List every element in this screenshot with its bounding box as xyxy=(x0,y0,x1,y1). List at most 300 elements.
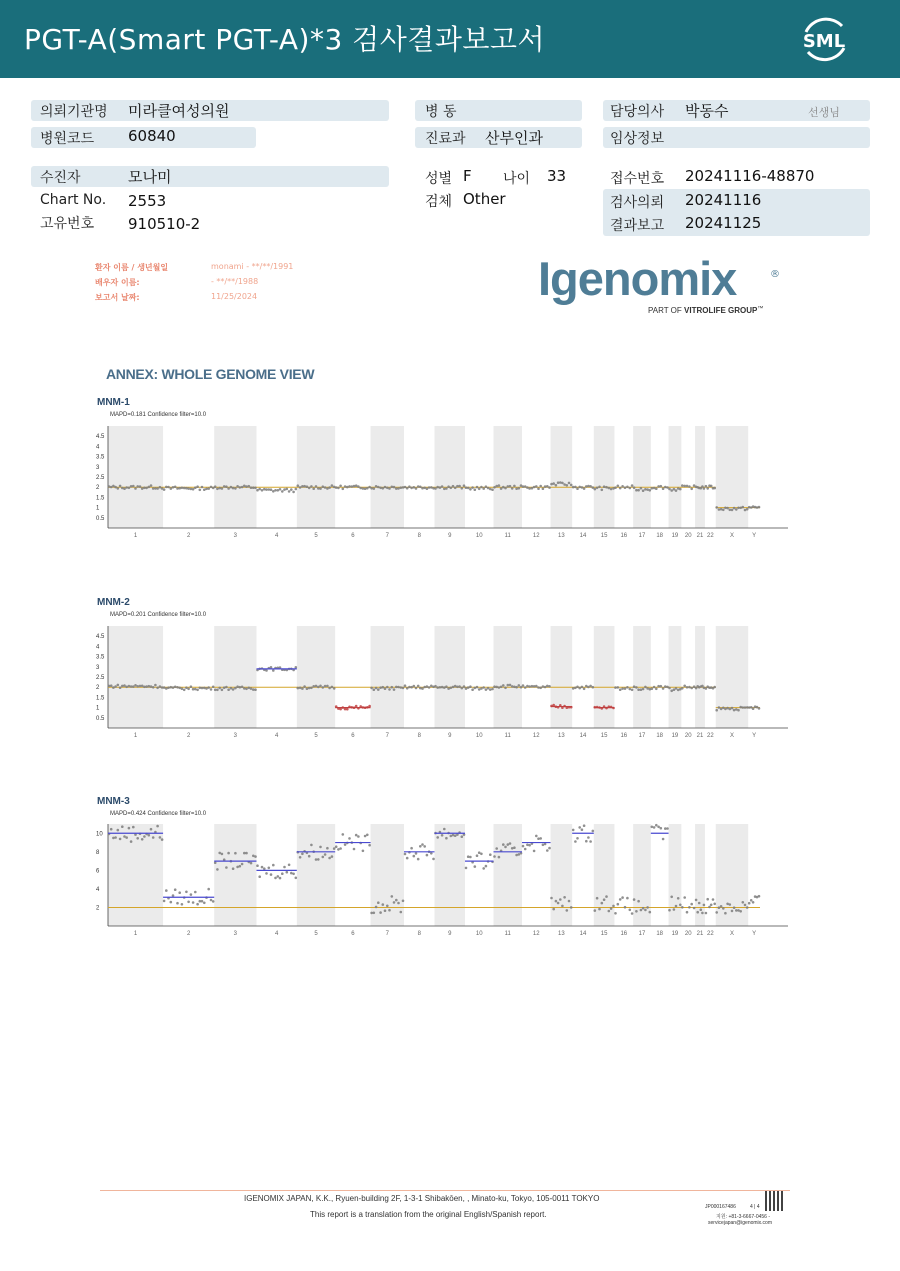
data-point xyxy=(528,844,531,847)
data-point xyxy=(279,877,282,880)
data-point xyxy=(397,686,400,689)
data-point xyxy=(690,687,693,690)
data-point xyxy=(509,842,512,845)
data-point xyxy=(555,484,558,487)
data-point xyxy=(644,909,647,912)
data-point xyxy=(500,487,503,490)
data-point xyxy=(583,824,586,827)
data-point xyxy=(574,840,577,843)
data-point xyxy=(546,485,549,488)
data-point xyxy=(292,873,295,876)
data-point xyxy=(485,688,488,691)
data-point xyxy=(758,506,761,509)
data-point xyxy=(227,487,230,490)
data-point xyxy=(322,686,325,689)
data-point xyxy=(250,687,253,690)
data-point xyxy=(406,487,409,490)
patient-value: 모나미 xyxy=(128,168,172,186)
data-point xyxy=(375,687,378,690)
data-point xyxy=(121,825,124,828)
data-point xyxy=(617,686,620,689)
data-point xyxy=(513,686,516,689)
data-point xyxy=(621,485,624,488)
data-point xyxy=(239,686,242,689)
y-tick-label: 3.5 xyxy=(96,454,105,461)
data-point xyxy=(192,488,195,491)
data-point xyxy=(331,686,334,689)
data-point xyxy=(408,485,411,488)
data-point xyxy=(308,855,311,858)
data-point xyxy=(183,689,186,692)
data-point xyxy=(670,690,673,693)
x-tick-label: 9 xyxy=(448,931,452,937)
data-point xyxy=(277,875,280,878)
data-point xyxy=(570,906,573,909)
data-point xyxy=(357,485,360,488)
data-point xyxy=(452,834,455,837)
data-point xyxy=(357,835,360,838)
data-point xyxy=(172,894,175,897)
data-point xyxy=(143,835,146,838)
data-point xyxy=(402,900,405,903)
data-point xyxy=(574,486,577,489)
data-point xyxy=(152,836,155,839)
data-point xyxy=(651,687,654,690)
data-point xyxy=(128,487,131,490)
data-point xyxy=(454,834,457,837)
y-tick-label: 2 xyxy=(96,485,100,492)
x-tick-label: 10 xyxy=(475,733,483,739)
chr-band xyxy=(493,626,522,728)
data-point xyxy=(121,487,124,490)
data-point xyxy=(637,489,640,492)
data-point xyxy=(346,486,349,489)
data-point xyxy=(715,506,718,509)
doctor-value: 박동수 xyxy=(685,102,729,120)
data-point xyxy=(110,486,113,489)
data-point xyxy=(207,686,210,689)
data-point xyxy=(167,686,170,689)
data-point xyxy=(216,868,219,871)
data-point xyxy=(268,867,271,870)
data-point xyxy=(234,687,237,690)
institution-value: 미라클여성의원 xyxy=(128,102,230,120)
data-point xyxy=(426,487,429,490)
data-point xyxy=(315,685,318,688)
data-point xyxy=(370,687,373,690)
y-tick-label: 2.5 xyxy=(96,475,105,481)
data-point xyxy=(502,843,505,846)
data-point xyxy=(557,481,560,484)
data-point xyxy=(359,487,362,490)
data-point xyxy=(679,904,682,907)
data-point xyxy=(705,485,708,488)
data-point xyxy=(601,902,604,905)
data-point xyxy=(395,899,398,902)
data-point xyxy=(134,487,137,490)
data-point xyxy=(626,897,629,900)
data-point xyxy=(718,906,721,909)
y-tick-label: 0.5 xyxy=(96,715,105,722)
data-point xyxy=(715,709,718,712)
data-point xyxy=(194,688,197,691)
data-point xyxy=(617,485,620,488)
data-point xyxy=(241,863,244,866)
report-title: PGT-A(Smart PGT-A)*3 검사결과보고서 xyxy=(24,23,546,56)
data-point xyxy=(631,912,634,915)
x-tick-label: 7 xyxy=(385,931,389,937)
data-point xyxy=(297,687,300,690)
data-point xyxy=(395,487,398,490)
data-point xyxy=(434,487,437,490)
data-point xyxy=(201,486,204,489)
data-point xyxy=(130,485,133,488)
data-point xyxy=(150,828,153,831)
x-tick-label: 17 xyxy=(638,533,646,539)
data-point xyxy=(203,687,206,690)
data-point xyxy=(655,487,658,490)
data-point xyxy=(373,688,376,691)
data-point xyxy=(621,896,624,899)
data-point xyxy=(722,509,725,512)
report-date-label-en: 보고서 날짜: xyxy=(95,293,140,302)
data-point xyxy=(417,858,420,861)
data-point xyxy=(230,687,233,690)
data-point xyxy=(693,907,696,910)
x-tick-label: 10 xyxy=(475,533,483,539)
data-point xyxy=(657,826,660,829)
data-point xyxy=(441,834,444,837)
data-point xyxy=(218,487,221,490)
data-point xyxy=(310,844,313,847)
data-point xyxy=(263,867,266,870)
x-tick-label: Y xyxy=(752,931,757,937)
data-point xyxy=(232,688,235,691)
data-point xyxy=(646,488,649,491)
data-point xyxy=(624,486,627,489)
data-point xyxy=(631,484,634,487)
data-point xyxy=(592,686,595,689)
data-point xyxy=(511,847,514,850)
data-point xyxy=(660,827,663,830)
data-point xyxy=(404,486,407,489)
data-point xyxy=(402,687,405,690)
x-tick-label: 4 xyxy=(274,533,279,539)
data-point xyxy=(515,487,518,490)
data-point xyxy=(310,485,313,488)
plot-2-chart xyxy=(80,620,800,750)
data-point xyxy=(174,686,177,689)
footer-note: This report is a translation from the original English/Spanish report. xyxy=(310,1210,547,1219)
data-point xyxy=(637,688,640,691)
data-point xyxy=(391,895,394,898)
plot-2-title: MNM-2 xyxy=(97,597,130,608)
x-tick-label: 15 xyxy=(600,733,608,739)
hospital-code-value: 60840 xyxy=(128,127,176,145)
y-tick-label: 1 xyxy=(96,505,100,512)
y-tick-label: 3.5 xyxy=(96,654,105,661)
y-tick-label: 2 xyxy=(96,905,100,912)
data-point xyxy=(495,686,498,689)
data-point xyxy=(722,907,725,910)
x-tick-label: 7 xyxy=(385,733,389,739)
data-point xyxy=(686,686,689,689)
data-point xyxy=(561,905,564,908)
data-point xyxy=(181,687,184,690)
x-tick-label: 4 xyxy=(274,733,279,739)
data-point xyxy=(518,684,521,687)
chr-band xyxy=(594,426,615,528)
data-point xyxy=(393,901,396,904)
x-tick-label: 12 xyxy=(532,931,540,937)
data-point xyxy=(205,488,208,491)
data-point xyxy=(733,709,736,712)
data-point xyxy=(190,685,193,688)
specimen-value: Other xyxy=(463,190,506,208)
data-point xyxy=(299,856,302,859)
data-point xyxy=(410,686,413,689)
data-point xyxy=(227,688,230,691)
data-point xyxy=(561,482,564,485)
x-tick-label: 22 xyxy=(706,533,714,539)
data-point xyxy=(256,864,259,867)
data-point xyxy=(445,487,448,490)
chr-band xyxy=(214,626,256,728)
y-tick-label: 3 xyxy=(96,664,100,671)
data-point xyxy=(110,828,113,831)
chr-band xyxy=(297,626,335,728)
request-date-value: 20241116 xyxy=(685,191,762,209)
y-tick-label: 6 xyxy=(96,868,100,875)
data-point xyxy=(644,686,647,689)
data-point xyxy=(587,686,590,689)
data-point xyxy=(737,709,740,712)
data-point xyxy=(528,685,531,688)
data-point xyxy=(695,899,698,902)
data-point xyxy=(337,487,340,490)
data-point xyxy=(382,686,385,689)
hospital-code-label: 병원코드 xyxy=(40,131,95,147)
data-point xyxy=(117,829,120,832)
data-point xyxy=(668,687,671,690)
data-point xyxy=(297,484,300,487)
data-point xyxy=(353,485,356,488)
data-point xyxy=(642,907,645,910)
data-point xyxy=(161,838,164,841)
data-point xyxy=(445,837,448,840)
data-point xyxy=(199,687,202,690)
chr-band xyxy=(297,824,335,926)
data-point xyxy=(413,486,416,489)
data-point xyxy=(629,688,632,691)
y-tick-label: 10 xyxy=(96,831,103,838)
data-point xyxy=(117,487,120,490)
chr-band xyxy=(551,824,573,926)
data-point xyxy=(518,487,521,490)
data-point xyxy=(619,487,622,490)
data-point xyxy=(653,826,656,829)
data-point xyxy=(258,875,261,878)
data-point xyxy=(415,487,418,490)
data-point xyxy=(236,485,239,488)
data-point xyxy=(555,900,558,903)
data-point xyxy=(283,866,286,869)
data-point xyxy=(619,688,622,691)
data-point xyxy=(241,686,244,689)
data-point xyxy=(364,487,367,490)
tagline-group: VITROLIFE GROUP xyxy=(684,306,758,315)
data-point xyxy=(299,486,302,489)
data-point xyxy=(176,902,179,905)
x-tick-label: 22 xyxy=(706,931,714,937)
data-point xyxy=(112,485,115,488)
x-tick-label: 5 xyxy=(314,931,318,937)
y-tick-label: 4 xyxy=(96,444,100,451)
y-tick-label: 4 xyxy=(96,644,100,651)
data-point xyxy=(351,485,354,488)
data-point xyxy=(214,861,217,864)
data-point xyxy=(281,490,284,493)
data-point xyxy=(236,685,239,688)
data-point xyxy=(589,840,592,843)
data-point xyxy=(326,685,329,688)
data-point xyxy=(415,852,418,855)
x-tick-label: 17 xyxy=(638,931,646,937)
data-point xyxy=(154,684,157,687)
data-point xyxy=(344,485,347,488)
data-point xyxy=(187,487,190,490)
data-point xyxy=(119,485,122,488)
data-point xyxy=(221,853,224,856)
data-point xyxy=(225,866,228,869)
data-point xyxy=(373,912,376,915)
data-point xyxy=(185,686,188,689)
data-point xyxy=(419,486,422,489)
data-point xyxy=(223,686,226,689)
data-point xyxy=(382,903,385,906)
data-point xyxy=(681,906,684,909)
data-point xyxy=(241,486,244,489)
data-point xyxy=(342,488,345,491)
data-point xyxy=(465,867,468,870)
data-point xyxy=(426,854,429,857)
data-point xyxy=(232,487,235,490)
data-point xyxy=(511,685,514,688)
x-tick-label: 5 xyxy=(314,733,318,739)
data-point xyxy=(148,486,151,489)
data-point xyxy=(713,487,716,490)
footer-divider xyxy=(100,1190,790,1191)
data-point xyxy=(335,486,338,489)
data-point xyxy=(397,487,400,490)
data-point xyxy=(286,488,289,491)
data-point xyxy=(679,488,682,491)
chr-band xyxy=(108,824,163,926)
plot-3-title: MNM-3 xyxy=(97,796,130,807)
data-point xyxy=(476,486,479,489)
data-point xyxy=(454,685,457,688)
data-point xyxy=(421,843,424,846)
data-point xyxy=(212,900,215,903)
patient-name-value: monami - **/**/1991 xyxy=(211,262,294,271)
data-point xyxy=(495,847,498,850)
chr-band xyxy=(633,426,651,528)
chr-band xyxy=(371,824,404,926)
data-point xyxy=(377,688,380,691)
data-point xyxy=(572,829,575,832)
doctor-suffix: 선생님 xyxy=(808,106,840,119)
x-tick-label: 2 xyxy=(186,533,191,539)
data-point xyxy=(303,685,306,688)
data-point xyxy=(655,824,658,827)
data-point xyxy=(181,487,184,490)
data-point xyxy=(662,838,665,841)
data-point xyxy=(335,845,338,848)
x-tick-label: 20 xyxy=(684,931,692,937)
data-point xyxy=(605,895,608,898)
data-point xyxy=(557,902,560,905)
x-tick-label: 3 xyxy=(233,533,238,539)
data-point xyxy=(123,835,126,838)
data-point xyxy=(489,488,492,491)
x-tick-label: 20 xyxy=(684,733,692,739)
chr-band xyxy=(297,426,335,528)
data-point xyxy=(333,847,336,850)
chart-no-value: 2553 xyxy=(128,192,167,210)
data-point xyxy=(690,903,693,906)
sml-logo xyxy=(796,12,852,68)
x-tick-label: 16 xyxy=(620,733,628,739)
data-point xyxy=(594,488,597,491)
data-point xyxy=(317,686,320,689)
data-point xyxy=(419,845,422,848)
data-point xyxy=(413,685,416,688)
data-point xyxy=(635,686,638,689)
data-point xyxy=(196,903,199,906)
data-point xyxy=(261,489,264,492)
data-point xyxy=(589,685,592,688)
data-point xyxy=(690,488,693,491)
data-point xyxy=(417,685,420,688)
data-point xyxy=(317,487,320,490)
data-point xyxy=(386,686,389,689)
data-point xyxy=(469,856,472,859)
data-point xyxy=(471,688,474,691)
data-point xyxy=(172,486,175,489)
unique-id-label: 고유번호 xyxy=(40,216,95,232)
data-point xyxy=(626,486,629,489)
data-point xyxy=(688,686,691,689)
data-point xyxy=(733,507,736,510)
data-point xyxy=(187,688,190,691)
data-point xyxy=(432,858,435,861)
x-tick-label: 2 xyxy=(186,733,191,739)
data-point xyxy=(626,686,629,689)
data-point xyxy=(450,487,453,490)
footer-code: JP000167486 xyxy=(705,1204,736,1210)
data-point xyxy=(712,898,715,901)
data-point xyxy=(559,898,562,901)
x-tick-label: 11 xyxy=(504,733,511,739)
data-point xyxy=(681,687,684,690)
data-point xyxy=(299,687,302,690)
data-point xyxy=(742,901,745,904)
data-point xyxy=(610,488,613,491)
x-tick-label: Y xyxy=(752,733,757,739)
data-point xyxy=(509,485,512,488)
data-point xyxy=(653,487,656,490)
data-point xyxy=(254,487,257,490)
